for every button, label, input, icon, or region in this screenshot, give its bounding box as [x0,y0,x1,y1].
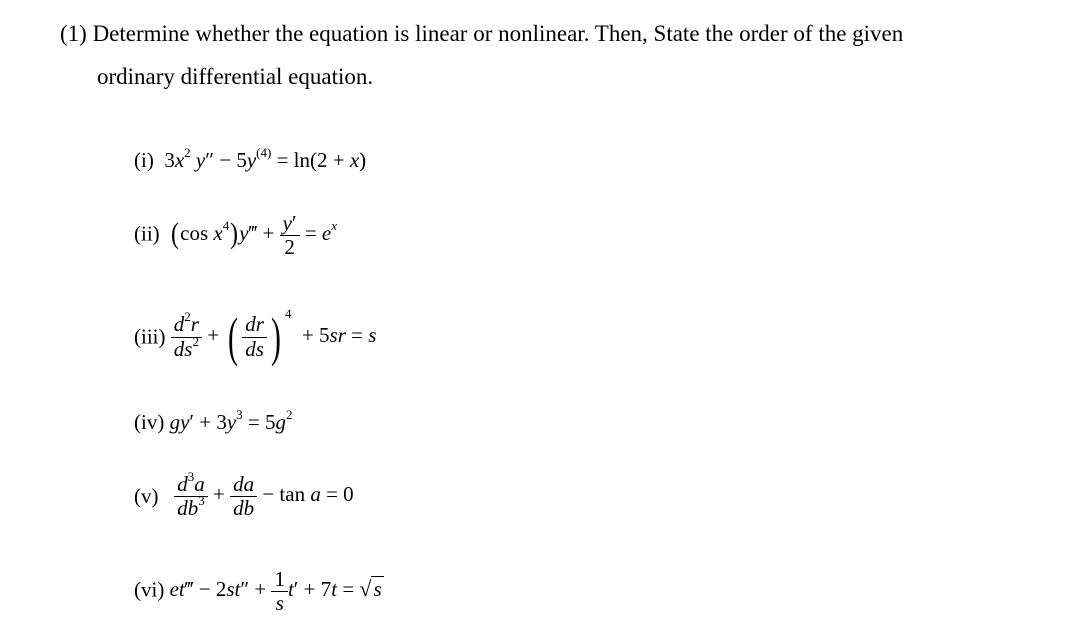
equation-iii-label: (iii) [134,324,166,349]
equation-i-body: $3x^2$ $y'' - 5y^{(4)} = \ln(2 + x)$ [164,145,367,172]
problem-statement-line-2: ordinary differential equation. [97,64,374,89]
equation-iv-body: $gy' + 3y^3 = 5g^2$ [169,407,293,434]
equation-iii [134,305,377,367]
problem-statement-line-1: (1) Determine whether the equation is linear or nonlinear. Then, State the order of the given [60,21,904,46]
equation-ii-body: (cos $x^4)y‴$ + $\frac{y'}{2}$ = $e^x$ [171,211,338,260]
equation-vi-label: (vi) [134,577,165,602]
square-root: √s [359,576,382,602]
equation-iii-body: $\frac{d^2r}{ds^2}$ + ( $\frac{dr}{ds}$ ) $^4$ + 5sr = s [171,323,377,347]
equation-vi [134,568,384,615]
equation-iv-label: (iv) [134,410,165,434]
equation-i [134,145,367,173]
equation-ii [134,212,337,259]
equation-iv [134,407,293,435]
equation-v-label: (v) [134,484,159,509]
equation-ii-label: (ii) [134,221,160,246]
equation-v-body: $\frac{d^3a}{db^3}$ + $\frac{da}{db}$ − tan a = 0 [174,482,353,506]
equation-v [134,469,354,521]
equation-vi-body: et‴ − 2st″ + $\frac{1}{s}$ t′ + 7t = √s [169,567,382,616]
equation-i-label: (i) [134,148,154,172]
